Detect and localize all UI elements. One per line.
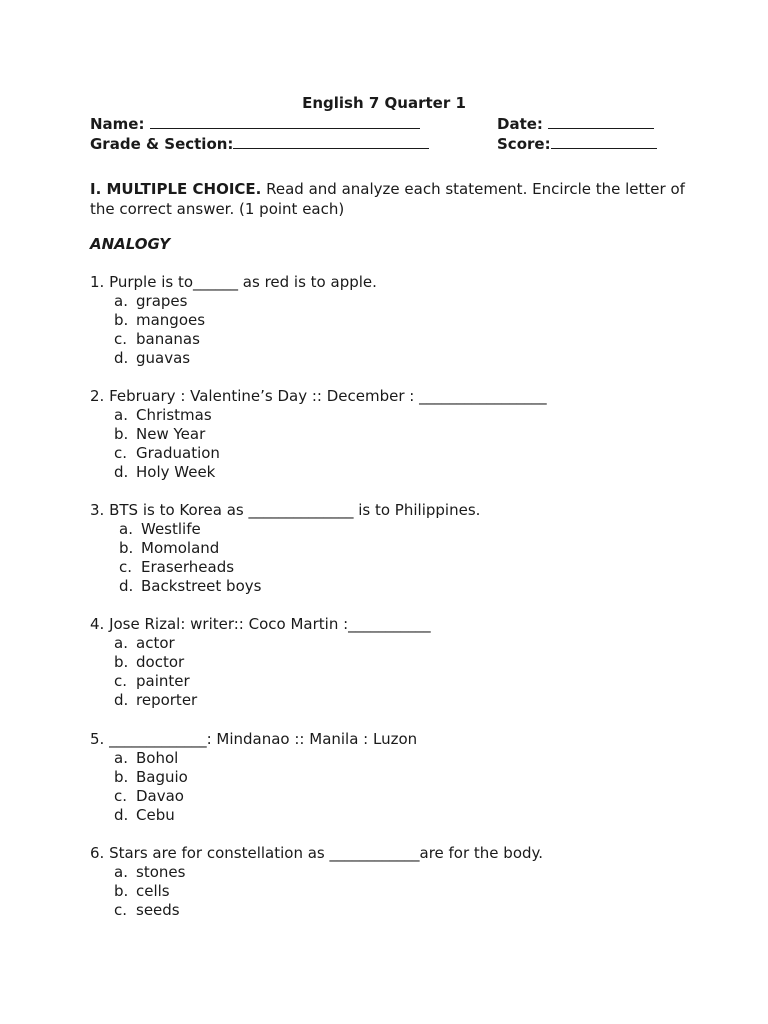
option-text: Backstreet boys	[141, 577, 262, 595]
option-d[interactable]	[114, 463, 730, 482]
question-stem: 4. Jose Rizal: writer:: Coco Martin :___________	[90, 615, 431, 633]
option-text: New Year	[136, 425, 206, 443]
option-letter: d.	[114, 349, 129, 367]
option-letter: a.	[119, 520, 133, 538]
option-list	[114, 863, 730, 920]
date-label: Date:	[497, 115, 543, 133]
grade-section-field	[90, 133, 429, 154]
option-text: stones	[136, 863, 186, 881]
option-letter: b.	[114, 882, 129, 900]
option-text: doctor	[136, 653, 185, 671]
score-blank	[551, 133, 657, 149]
option-text: bananas	[136, 330, 200, 348]
option-list	[114, 634, 730, 710]
option-letter: a.	[114, 406, 128, 424]
instructions	[90, 179, 690, 219]
option-text: grapes	[136, 292, 188, 310]
grade-section-label: Grade & Section:	[90, 135, 234, 153]
option-c[interactable]	[114, 901, 730, 920]
option-a[interactable]	[114, 634, 730, 653]
option-text: Holy Week	[136, 463, 216, 481]
section-label: ANALOGY	[90, 235, 171, 253]
option-b[interactable]	[114, 882, 730, 901]
option-text: Christmas	[136, 406, 212, 424]
question-6	[90, 844, 730, 920]
option-list	[114, 749, 730, 825]
option-letter: c.	[114, 672, 128, 690]
option-letter: b.	[114, 425, 129, 443]
question-3	[90, 501, 730, 596]
name-field	[90, 113, 420, 134]
option-c[interactable]	[114, 672, 730, 691]
option-letter: d.	[114, 463, 129, 481]
option-c[interactable]	[114, 787, 730, 806]
option-letter: d.	[114, 691, 129, 709]
instructions-heading: I. MULTIPLE CHOICE.	[90, 180, 262, 198]
question-stem: 6. Stars are for constellation as ____________are for the body.	[90, 844, 544, 862]
question-stem: 3. BTS is to Korea as ______________ is to Philippines.	[90, 501, 481, 519]
option-a[interactable]	[114, 749, 730, 768]
option-d[interactable]	[114, 349, 730, 368]
option-letter: c.	[114, 787, 128, 805]
option-text: painter	[136, 672, 190, 690]
question-5	[90, 730, 730, 825]
option-a[interactable]	[114, 292, 730, 311]
option-text: Davao	[136, 787, 184, 805]
option-a[interactable]	[114, 863, 730, 882]
score-label: Score:	[497, 135, 551, 153]
option-b[interactable]	[114, 768, 730, 787]
option-letter: b.	[114, 311, 129, 329]
option-list	[114, 406, 730, 482]
option-text: actor	[136, 634, 175, 652]
option-letter: c.	[114, 444, 128, 462]
option-list	[114, 292, 730, 368]
option-a[interactable]	[114, 406, 730, 425]
option-letter: c.	[119, 558, 133, 576]
option-d[interactable]	[114, 806, 730, 825]
option-text: Baguio	[136, 768, 188, 786]
option-a[interactable]	[119, 520, 730, 539]
grade-section-blank	[233, 133, 429, 149]
question-stem: 5. _____________: Mindanao :: Manila : Luzon	[90, 730, 418, 748]
option-text: seeds	[136, 901, 180, 919]
option-text: Bohol	[136, 749, 179, 767]
question-stem: 2. February : Valentine’s Day :: December : _________________	[90, 387, 547, 405]
option-letter: d.	[114, 806, 129, 824]
option-letter: d.	[119, 577, 134, 595]
option-text: Momoland	[141, 539, 220, 557]
option-letter: b.	[114, 768, 129, 786]
option-b[interactable]	[114, 653, 730, 672]
score-field	[497, 133, 657, 154]
question-4	[90, 615, 730, 710]
question-stem: 1. Purple is to______ as red is to apple.	[90, 273, 377, 291]
option-letter: a.	[114, 863, 128, 881]
option-c[interactable]	[114, 444, 730, 463]
name-label: Name:	[90, 115, 145, 133]
option-c[interactable]	[119, 558, 730, 577]
option-d[interactable]	[114, 691, 730, 710]
option-text: guavas	[136, 349, 191, 367]
option-text: Graduation	[136, 444, 220, 462]
question-2	[90, 387, 730, 482]
date-field	[497, 113, 654, 134]
option-text: reporter	[136, 691, 198, 709]
option-b[interactable]	[119, 539, 730, 558]
option-text: cells	[136, 882, 170, 900]
option-list	[119, 520, 730, 596]
option-text: Westlife	[141, 520, 201, 538]
option-letter: a.	[114, 292, 128, 310]
option-c[interactable]	[114, 330, 730, 349]
name-blank	[150, 113, 420, 129]
question-1	[90, 273, 730, 368]
option-letter: a.	[114, 634, 128, 652]
option-letter: a.	[114, 749, 128, 767]
option-letter: c.	[114, 330, 128, 348]
worksheet-title: English 7 Quarter 1	[302, 94, 466, 112]
option-b[interactable]	[114, 425, 730, 444]
option-letter: b.	[114, 653, 129, 671]
option-b[interactable]	[114, 311, 730, 330]
option-letter: b.	[119, 539, 134, 557]
instructions-text: Read and analyze each statement. Encircle the letter of the correct answer. (1 point each)	[90, 180, 685, 218]
date-blank	[548, 113, 654, 129]
option-text: mangoes	[136, 311, 206, 329]
option-d[interactable]	[119, 577, 730, 596]
option-text: Cebu	[136, 806, 175, 824]
option-text: Eraserheads	[141, 558, 235, 576]
option-letter: c.	[114, 901, 128, 919]
